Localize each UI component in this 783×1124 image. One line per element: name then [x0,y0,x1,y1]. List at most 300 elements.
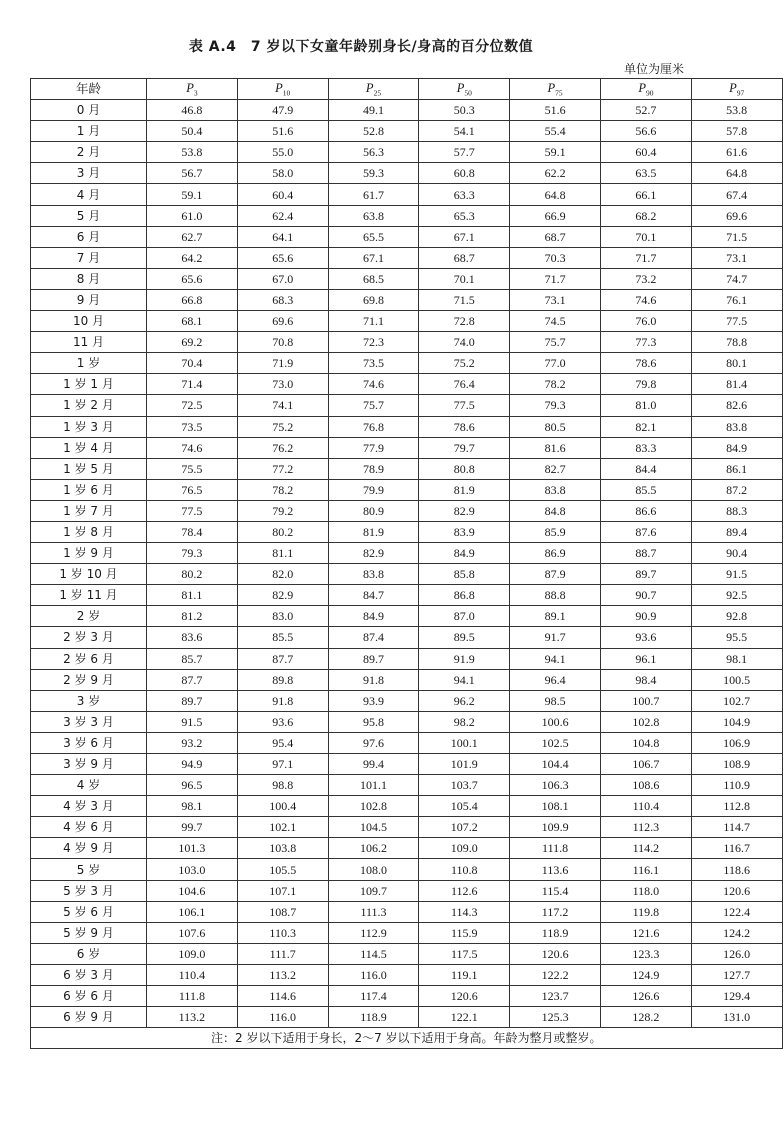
value-cell: 82.6 [691,395,782,416]
value-cell: 88.8 [510,585,601,606]
value-cell: 86.1 [691,458,782,479]
value-cell: 74.5 [510,311,601,332]
table-row [31,437,783,458]
table-row [31,711,783,732]
table-row [31,142,783,163]
value-cell: 97.1 [237,754,328,775]
value-cell: 87.9 [510,564,601,585]
value-cell: 113.2 [237,964,328,985]
value-cell: 89.7 [147,690,238,711]
value-cell: 108.1 [510,796,601,817]
table-note: 注：2 岁以下适用于身长，2～7 岁以下适用于身高。年龄为整月或整岁。 [31,1028,783,1049]
value-cell: 74.0 [419,332,510,353]
value-cell: 102.7 [691,690,782,711]
value-cell: 123.3 [600,943,691,964]
value-cell: 98.4 [600,669,691,690]
value-cell: 100.5 [691,669,782,690]
value-cell: 110.4 [600,796,691,817]
value-cell: 77.5 [691,311,782,332]
age-cell: 10 月 [31,311,147,332]
value-cell: 95.5 [691,627,782,648]
value-cell: 78.2 [237,479,328,500]
value-cell: 82.9 [419,500,510,521]
value-cell: 71.5 [691,226,782,247]
value-cell: 102.1 [237,817,328,838]
table-row [31,458,783,479]
value-cell: 72.5 [147,395,238,416]
age-cell: 6 岁 [31,943,147,964]
value-cell: 67.1 [419,226,510,247]
value-cell: 87.7 [147,669,238,690]
value-cell: 94.1 [419,669,510,690]
age-cell: 3 岁 6 月 [31,732,147,753]
value-cell: 62.4 [237,205,328,226]
age-cell: 3 岁 9 月 [31,754,147,775]
value-cell: 66.1 [600,184,691,205]
value-cell: 103.8 [237,838,328,859]
age-cell: 3 岁 [31,690,147,711]
table-row [31,817,783,838]
value-cell: 60.8 [419,163,510,184]
value-cell: 69.6 [691,205,782,226]
value-cell: 114.3 [419,901,510,922]
value-cell: 85.7 [147,648,238,669]
value-cell: 60.4 [600,142,691,163]
value-cell: 103.0 [147,859,238,880]
value-cell: 106.3 [510,775,601,796]
age-cell: 3 月 [31,163,147,184]
value-cell: 80.1 [691,353,782,374]
value-cell: 76.4 [419,374,510,395]
value-cell: 113.6 [510,859,601,880]
value-cell: 80.9 [328,500,419,521]
value-cell: 59.1 [510,142,601,163]
value-cell: 98.2 [419,711,510,732]
header-p25: $P_{25}$ [328,79,419,100]
value-cell: 61.0 [147,205,238,226]
value-cell: 53.8 [691,100,782,121]
value-cell: 57.8 [691,121,782,142]
value-cell: 117.2 [510,901,601,922]
value-cell: 82.7 [510,458,601,479]
value-cell: 67.4 [691,184,782,205]
value-cell: 73.2 [600,268,691,289]
value-cell: 83.3 [600,437,691,458]
value-cell: 96.1 [600,648,691,669]
value-cell: 78.9 [328,458,419,479]
value-cell: 77.5 [419,395,510,416]
age-cell: 1 岁 9 月 [31,543,147,564]
value-cell: 90.9 [600,606,691,627]
value-cell: 74.6 [147,437,238,458]
value-cell: 61.7 [328,184,419,205]
header-p10: $P_{10}$ [237,79,328,100]
value-cell: 71.7 [510,268,601,289]
value-cell: 92.8 [691,606,782,627]
value-cell: 61.6 [691,142,782,163]
value-cell: 79.9 [328,479,419,500]
age-cell: 2 月 [31,142,147,163]
value-cell: 87.2 [691,479,782,500]
table-row [31,374,783,395]
value-cell: 93.6 [600,627,691,648]
value-cell: 81.4 [691,374,782,395]
value-cell: 77.3 [600,332,691,353]
value-cell: 107.2 [419,817,510,838]
age-cell: 11 月 [31,332,147,353]
value-cell: 100.4 [237,796,328,817]
value-cell: 86.6 [600,500,691,521]
value-cell: 83.8 [510,479,601,500]
value-cell: 75.2 [237,416,328,437]
value-cell: 64.1 [237,226,328,247]
value-cell: 46.8 [147,100,238,121]
value-cell: 118.0 [600,880,691,901]
header-p97: $P_{97}$ [691,79,782,100]
value-cell: 93.9 [328,690,419,711]
percentile-table [30,78,783,1049]
age-cell: 1 岁 1 月 [31,374,147,395]
value-cell: 118.6 [691,859,782,880]
value-cell: 120.6 [419,986,510,1007]
value-cell: 80.2 [147,564,238,585]
value-cell: 79.7 [419,437,510,458]
value-cell: 89.8 [237,669,328,690]
value-cell: 56.6 [600,121,691,142]
header-p50: $P_{50}$ [419,79,510,100]
value-cell: 74.1 [237,395,328,416]
value-cell: 66.8 [147,289,238,310]
value-cell: 73.1 [691,247,782,268]
value-cell: 124.9 [600,964,691,985]
age-cell: 5 岁 3 月 [31,880,147,901]
value-cell: 110.9 [691,775,782,796]
value-cell: 54.1 [419,121,510,142]
value-cell: 91.5 [691,564,782,585]
value-cell: 127.7 [691,964,782,985]
value-cell: 118.9 [328,1007,419,1028]
age-cell: 4 岁 6 月 [31,817,147,838]
value-cell: 106.9 [691,732,782,753]
value-cell: 89.1 [510,606,601,627]
age-cell: 8 月 [31,268,147,289]
value-cell: 125.3 [510,1007,601,1028]
value-cell: 76.2 [237,437,328,458]
table-row [31,1007,783,1028]
value-cell: 97.6 [328,732,419,753]
value-cell: 98.8 [237,775,328,796]
value-cell: 77.2 [237,458,328,479]
value-cell: 102.5 [510,732,601,753]
value-cell: 84.7 [328,585,419,606]
value-cell: 60.4 [237,184,328,205]
table-row [31,901,783,922]
value-cell: 83.8 [328,564,419,585]
value-cell: 83.9 [419,521,510,542]
age-cell: 2 岁 [31,606,147,627]
value-cell: 81.1 [147,585,238,606]
value-cell: 104.6 [147,880,238,901]
value-cell: 88.7 [600,543,691,564]
value-cell: 86.8 [419,585,510,606]
value-cell: 71.9 [237,353,328,374]
value-cell: 116.0 [237,1007,328,1028]
table-row [31,775,783,796]
value-cell: 68.1 [147,311,238,332]
age-cell: 1 岁 [31,353,147,374]
value-cell: 58.0 [237,163,328,184]
value-cell: 106.2 [328,838,419,859]
value-cell: 117.4 [328,986,419,1007]
value-cell: 81.0 [600,395,691,416]
age-cell: 1 岁 5 月 [31,458,147,479]
value-cell: 64.8 [510,184,601,205]
value-cell: 91.7 [510,627,601,648]
header-p3: $P_3$ [147,79,238,100]
value-cell: 119.8 [600,901,691,922]
value-cell: 80.8 [419,458,510,479]
value-cell: 74.6 [328,374,419,395]
value-cell: 93.6 [237,711,328,732]
value-cell: 72.3 [328,332,419,353]
table-row [31,585,783,606]
table-row [31,163,783,184]
value-cell: 75.5 [147,458,238,479]
value-cell: 68.7 [510,226,601,247]
value-cell: 70.4 [147,353,238,374]
value-cell: 89.5 [419,627,510,648]
table-row [31,353,783,374]
table-row [31,732,783,753]
table-row [31,332,783,353]
table-row [31,627,783,648]
table-row [31,859,783,880]
value-cell: 86.9 [510,543,601,564]
value-cell: 111.3 [328,901,419,922]
value-cell: 82.0 [237,564,328,585]
value-cell: 75.2 [419,353,510,374]
table-row [31,247,783,268]
table-row [31,268,783,289]
value-cell: 67.0 [237,268,328,289]
value-cell: 111.7 [237,943,328,964]
value-cell: 105.4 [419,796,510,817]
age-cell: 4 月 [31,184,147,205]
value-cell: 87.4 [328,627,419,648]
value-cell: 100.1 [419,732,510,753]
value-cell: 75.7 [510,332,601,353]
value-cell: 81.9 [419,479,510,500]
age-cell: 7 月 [31,247,147,268]
value-cell: 50.3 [419,100,510,121]
value-cell: 72.8 [419,311,510,332]
value-cell: 65.6 [237,247,328,268]
value-cell: 82.1 [600,416,691,437]
value-cell: 128.2 [600,1007,691,1028]
value-cell: 91.8 [328,669,419,690]
value-cell: 85.5 [600,479,691,500]
value-cell: 111.8 [510,838,601,859]
value-cell: 63.3 [419,184,510,205]
table-row [31,648,783,669]
value-cell: 69.2 [147,332,238,353]
value-cell: 77.5 [147,500,238,521]
value-cell: 65.3 [419,205,510,226]
table-row [31,100,783,121]
value-cell: 90.7 [600,585,691,606]
value-cell: 113.2 [147,1007,238,1028]
age-cell: 1 岁 11 月 [31,585,147,606]
age-cell: 5 月 [31,205,147,226]
age-cell: 1 岁 3 月 [31,416,147,437]
value-cell: 122.2 [510,964,601,985]
age-cell: 9 月 [31,289,147,310]
header-p75: $P_{75}$ [510,79,601,100]
table-row [31,500,783,521]
value-cell: 104.9 [691,711,782,732]
value-cell: 114.7 [691,817,782,838]
value-cell: 96.2 [419,690,510,711]
value-cell: 110.8 [419,859,510,880]
value-cell: 118.9 [510,922,601,943]
value-cell: 77.9 [328,437,419,458]
age-cell: 6 岁 6 月 [31,986,147,1007]
value-cell: 76.8 [328,416,419,437]
value-cell: 73.5 [328,353,419,374]
value-cell: 112.8 [691,796,782,817]
value-cell: 87.6 [600,521,691,542]
table-row [31,521,783,542]
value-cell: 96.5 [147,775,238,796]
value-cell: 111.8 [147,986,238,1007]
value-cell: 71.1 [328,311,419,332]
table-row [31,964,783,985]
table-row [31,416,783,437]
value-cell: 131.0 [691,1007,782,1028]
age-cell: 4 岁 [31,775,147,796]
value-cell: 79.8 [600,374,691,395]
age-cell: 6 岁 3 月 [31,964,147,985]
value-cell: 99.7 [147,817,238,838]
table-row [31,669,783,690]
value-cell: 69.8 [328,289,419,310]
value-cell: 123.7 [510,986,601,1007]
value-cell: 70.8 [237,332,328,353]
age-cell: 2 岁 6 月 [31,648,147,669]
value-cell: 84.8 [510,500,601,521]
value-cell: 62.7 [147,226,238,247]
value-cell: 104.5 [328,817,419,838]
age-cell: 2 岁 3 月 [31,627,147,648]
value-cell: 70.1 [600,226,691,247]
value-cell: 79.3 [147,543,238,564]
value-cell: 73.0 [237,374,328,395]
value-cell: 106.1 [147,901,238,922]
table-row [31,311,783,332]
value-cell: 47.9 [237,100,328,121]
value-cell: 106.7 [600,754,691,775]
value-cell: 80.5 [510,416,601,437]
value-cell: 50.4 [147,121,238,142]
table-body [31,100,783,1028]
value-cell: 68.2 [600,205,691,226]
age-cell: 4 岁 3 月 [31,796,147,817]
table-row [31,838,783,859]
value-cell: 114.2 [600,838,691,859]
value-cell: 90.4 [691,543,782,564]
value-cell: 107.6 [147,922,238,943]
age-cell: 1 岁 6 月 [31,479,147,500]
value-cell: 110.3 [237,922,328,943]
value-cell: 68.5 [328,268,419,289]
value-cell: 68.7 [419,247,510,268]
table-row [31,606,783,627]
value-cell: 104.4 [510,754,601,775]
value-cell: 81.2 [147,606,238,627]
table-row [31,121,783,142]
value-cell: 55.0 [237,142,328,163]
age-cell: 6 月 [31,226,147,247]
value-cell: 114.6 [237,986,328,1007]
value-cell: 92.5 [691,585,782,606]
value-cell: 108.7 [237,901,328,922]
value-cell: 53.8 [147,142,238,163]
unit-label: 单位为厘米 [623,62,684,76]
value-cell: 95.4 [237,732,328,753]
table-title: 表 A.4 7 岁以下女童年龄别身长/身高的百分位数值 [188,39,534,55]
value-cell: 98.5 [510,690,601,711]
value-cell: 120.6 [691,880,782,901]
table-row [31,986,783,1007]
value-cell: 129.4 [691,986,782,1007]
value-cell: 59.1 [147,184,238,205]
value-cell: 69.6 [237,311,328,332]
value-cell: 56.7 [147,163,238,184]
value-cell: 108.6 [600,775,691,796]
value-cell: 105.5 [237,859,328,880]
table-header-row [31,79,783,100]
value-cell: 91.9 [419,648,510,669]
value-cell: 67.1 [328,247,419,268]
value-cell: 103.7 [419,775,510,796]
table-row [31,754,783,775]
table-row [31,564,783,585]
value-cell: 108.9 [691,754,782,775]
age-cell: 5 岁 [31,859,147,880]
value-cell: 49.1 [328,100,419,121]
value-cell: 115.4 [510,880,601,901]
value-cell: 89.7 [600,564,691,585]
table-row [31,395,783,416]
value-cell: 63.8 [328,205,419,226]
value-cell: 99.4 [328,754,419,775]
value-cell: 79.3 [510,395,601,416]
age-cell: 2 岁 9 月 [31,669,147,690]
value-cell: 102.8 [600,711,691,732]
value-cell: 107.1 [237,880,328,901]
value-cell: 109.0 [147,943,238,964]
value-cell: 109.0 [419,838,510,859]
value-cell: 70.3 [510,247,601,268]
value-cell: 101.3 [147,838,238,859]
value-cell: 64.8 [691,163,782,184]
value-cell: 52.8 [328,121,419,142]
value-cell: 94.9 [147,754,238,775]
value-cell: 115.9 [419,922,510,943]
value-cell: 59.3 [328,163,419,184]
value-cell: 110.4 [147,964,238,985]
value-cell: 55.4 [510,121,601,142]
